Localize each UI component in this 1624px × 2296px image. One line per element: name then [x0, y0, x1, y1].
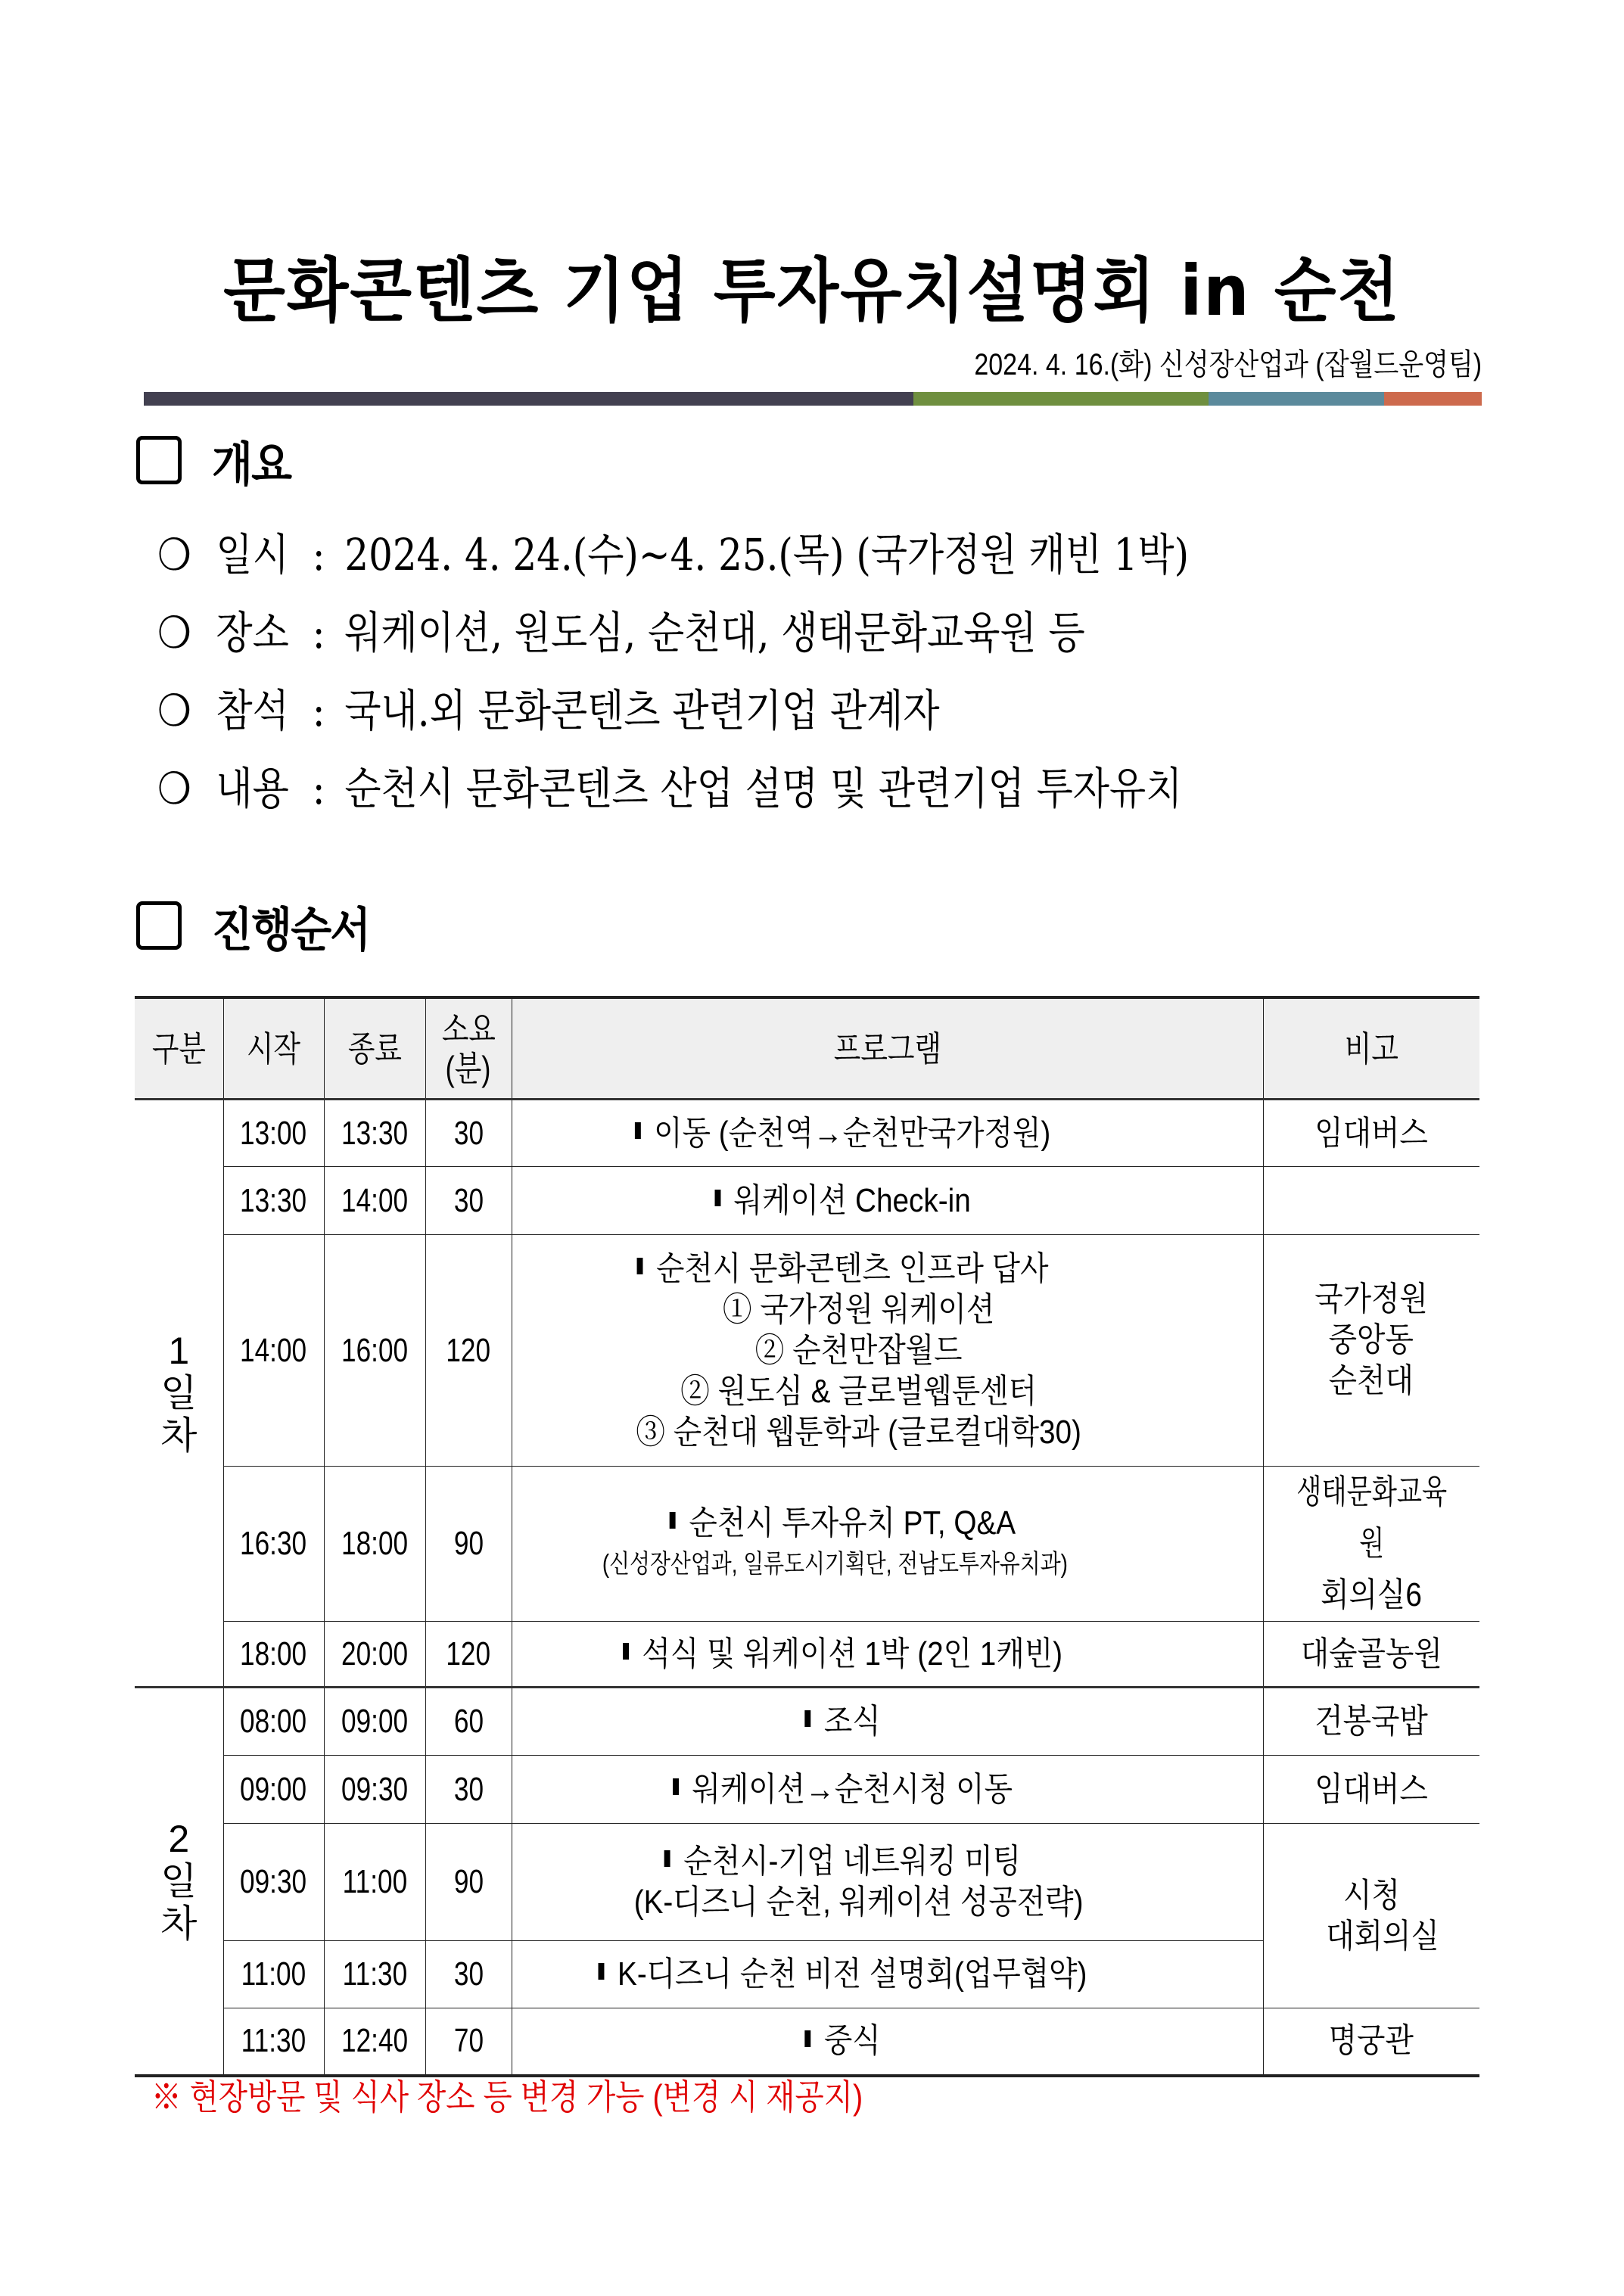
- program: 순천시 문화콘텐츠 인프라 답사 ① 국가정원 워케이션 ② 순천만잡월드 ② 원도심 & 글로벌웹툰센터 ③ 순천대 웹툰학과 (글로컬대학30): [512, 1235, 1263, 1467]
- duration: 90: [425, 1467, 512, 1622]
- overview-value: 순천시 문화콘텐츠 산업 설명 및 관련기업 투자유치: [344, 763, 1183, 814]
- header-program: 프로그램: [512, 997, 1263, 1100]
- colorbar-segment-dark: [144, 392, 913, 406]
- schedule-title: 진행순서: [212, 901, 370, 957]
- duration: 90: [425, 1824, 512, 1941]
- square-bullet-icon: [622, 1643, 628, 1660]
- end-time: 09:30: [324, 1756, 425, 1824]
- note: 시청 대회의실: [1263, 1824, 1479, 2008]
- duration: 60: [425, 1688, 512, 1756]
- program: K-디즈니 순천 비전 설명회(업무협약): [512, 1941, 1263, 2008]
- start-time: 09:30: [223, 1824, 324, 1941]
- overview-label: 일시: [216, 529, 289, 580]
- program: 워케이션 Check-in: [512, 1167, 1263, 1235]
- duration: 30: [425, 1167, 512, 1235]
- square-bullet-icon: [714, 1190, 720, 1206]
- table-row: [135, 1167, 1479, 1235]
- start-time: 11:00: [223, 1941, 324, 2008]
- table-row: [135, 1688, 1479, 1756]
- end-time: 18:00: [324, 1467, 425, 1622]
- overview-value: 국내.외 문화콘텐츠 관련기업 관계자: [344, 685, 940, 736]
- table-header-row: [135, 997, 1479, 1100]
- start-time: 13:30: [223, 1167, 324, 1235]
- end-time: 11:30: [324, 1941, 425, 2008]
- end-time: 09:00: [324, 1688, 425, 1756]
- header-note: 비고: [1263, 997, 1479, 1100]
- note: 생태문화교육원 회의실6: [1263, 1467, 1479, 1622]
- circle-bullet-icon: ❍: [157, 763, 191, 814]
- schedule-section-header: [136, 899, 387, 957]
- header-end: 종료: [324, 997, 425, 1100]
- start-time: 18:00: [223, 1622, 324, 1688]
- note: 대숲골농원: [1263, 1622, 1479, 1688]
- checkbox-icon: [136, 436, 182, 484]
- square-bullet-icon: [598, 1963, 604, 1980]
- start-time: 09:00: [223, 1756, 324, 1824]
- program: 이동 (순천역→순천만국가정원): [512, 1100, 1263, 1167]
- duration: 30: [425, 1756, 512, 1824]
- start-time: 08:00: [223, 1688, 324, 1756]
- end-time: 20:00: [324, 1622, 425, 1688]
- colon: :: [312, 529, 325, 580]
- end-time: 11:00: [324, 1824, 425, 1941]
- duration: 30: [425, 1100, 512, 1167]
- square-bullet-icon: [634, 1122, 640, 1139]
- day2-group-label: 2 일 차: [135, 1688, 223, 2076]
- table-row: [135, 1756, 1479, 1824]
- color-divider-bar: [144, 392, 1482, 406]
- start-time: 11:30: [223, 2008, 324, 2076]
- table-row: [135, 1100, 1479, 1167]
- table-row: [135, 2008, 1479, 2076]
- colon: :: [312, 607, 325, 658]
- duration: 30: [425, 1941, 512, 2008]
- overview-item-attendees: [157, 684, 940, 737]
- program: 석식 및 워케이션 1박 (2인 1캐빈): [512, 1622, 1263, 1688]
- overview-item-datetime: [157, 528, 1189, 581]
- start-time: 14:00: [223, 1235, 324, 1467]
- overview-title: 개요: [212, 436, 291, 492]
- square-bullet-icon: [804, 2030, 810, 2047]
- square-bullet-icon: [672, 1778, 678, 1795]
- day1-group-label: 1 일 차: [135, 1100, 223, 1688]
- note: 건봉국밥: [1263, 1688, 1479, 1756]
- end-time: 16:00: [324, 1235, 425, 1467]
- square-bullet-icon: [669, 1512, 675, 1529]
- note: [1263, 1167, 1479, 1235]
- table-row: [135, 1467, 1479, 1622]
- start-time: 16:30: [223, 1467, 324, 1622]
- overview-section-header: [136, 434, 300, 492]
- duration: 70: [425, 2008, 512, 2076]
- note: 임대버스: [1263, 1756, 1479, 1824]
- note: 국가정원 중앙동 순천대: [1263, 1235, 1479, 1467]
- square-bullet-icon: [664, 1850, 670, 1867]
- overview-label: 장소: [216, 607, 289, 658]
- header-group: 구분: [135, 997, 223, 1100]
- start-time: 13:00: [223, 1100, 324, 1167]
- duration: 120: [425, 1622, 512, 1688]
- program: 중식: [512, 2008, 1263, 2076]
- overview-label: 참석: [216, 685, 289, 736]
- end-time: 12:40: [324, 2008, 425, 2076]
- colorbar-segment-orange: [1384, 392, 1482, 406]
- circle-bullet-icon: ❍: [157, 607, 191, 658]
- circle-bullet-icon: ❍: [157, 529, 191, 580]
- program: 순천시 투자유치 PT, Q&A (신성장산업과, 일류도시기획단, 전남도투자유치과): [512, 1467, 1263, 1622]
- circle-bullet-icon: ❍: [157, 685, 191, 736]
- table-row: [135, 1622, 1479, 1688]
- square-bullet-icon: [804, 1710, 810, 1727]
- overview-value: 워케이션, 원도심, 순천대, 생태문화교육원 등: [344, 607, 1085, 658]
- square-bullet-icon: [636, 1258, 642, 1274]
- footnote-notice: ※ 현장방문 및 식사 장소 등 변경 가능 (변경 시 재공지): [151, 2077, 863, 2117]
- end-time: 13:30: [324, 1100, 425, 1167]
- program: 워케이션→순천시청 이동: [512, 1756, 1263, 1824]
- overview-label: 내용: [216, 763, 289, 814]
- program: 순천시-기업 네트워킹 미팅 (K-디즈니 순천, 워케이션 성공전략): [512, 1824, 1263, 1941]
- overview-value: 2024. 4. 24.(수)~4. 25.(목) (국가정원 캐빈 1박): [344, 529, 1190, 580]
- end-time: 14:00: [324, 1167, 425, 1235]
- colon: :: [312, 763, 325, 814]
- note: 명궁관: [1263, 2008, 1479, 2076]
- checkbox-icon: [136, 901, 182, 950]
- schedule-table: [135, 996, 1479, 2077]
- header-start: 시작: [223, 997, 324, 1100]
- document-subtitle: 2024. 4. 16.(화) 신성장산업과 (잡월드운영팀): [974, 348, 1482, 381]
- note: 임대버스: [1263, 1100, 1479, 1167]
- colon: :: [312, 685, 325, 736]
- duration: 120: [425, 1235, 512, 1467]
- document-title: 문화콘텐츠 기업 투자유치설명회 in 순천: [223, 250, 1401, 331]
- overview-item-content: [157, 762, 1182, 815]
- colorbar-segment-green: [913, 392, 1209, 406]
- header-duration: 소요 (분): [425, 997, 512, 1100]
- program: 조식: [512, 1688, 1263, 1756]
- table-row: [135, 1824, 1479, 1941]
- table-row: [135, 1235, 1479, 1467]
- colorbar-segment-blue: [1209, 392, 1384, 406]
- overview-item-location: [157, 606, 1085, 659]
